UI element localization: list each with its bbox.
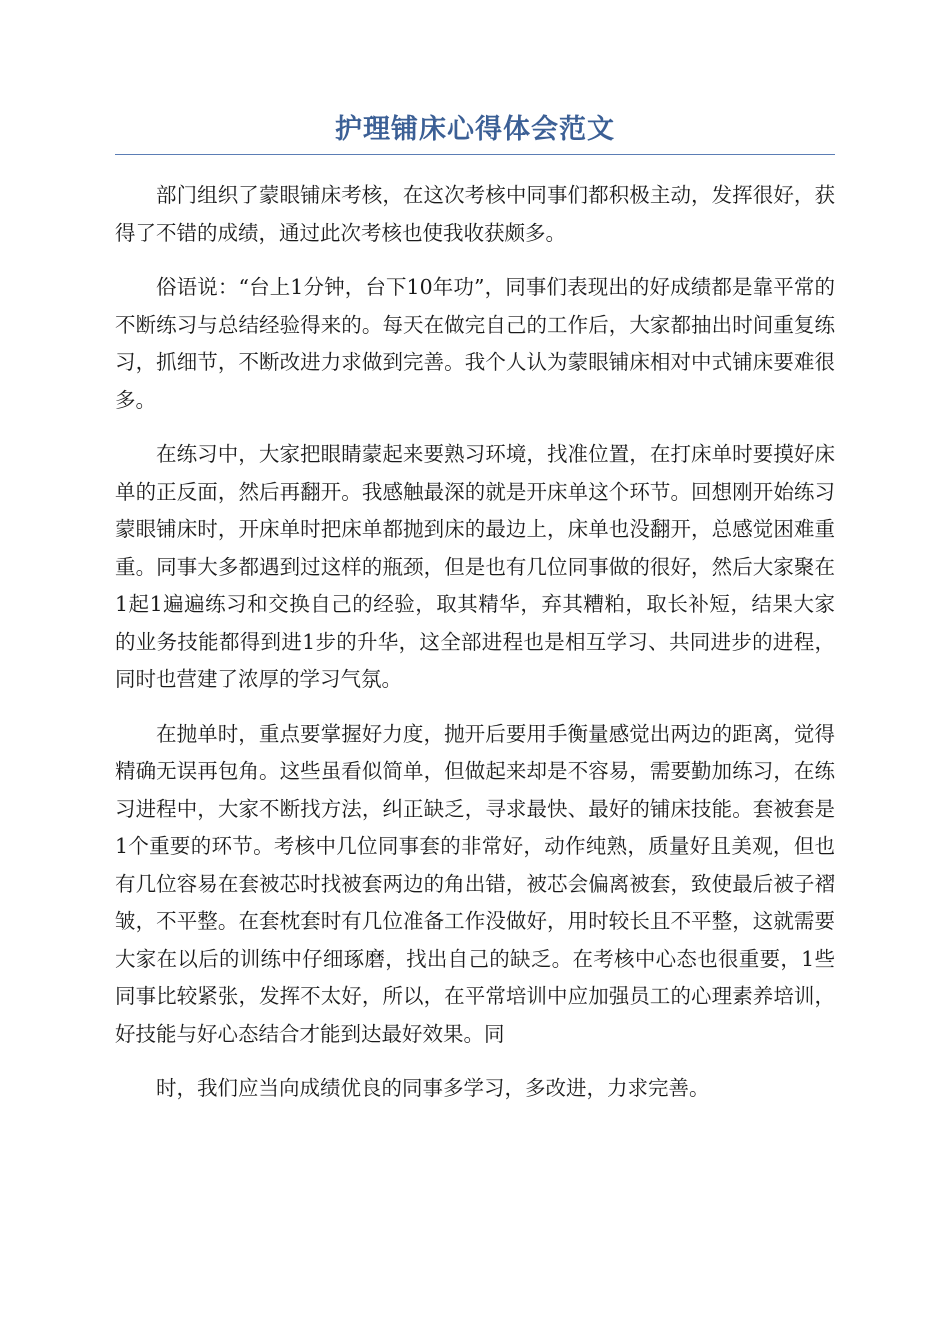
document-title: 护理铺床心得体会范文 (115, 110, 835, 155)
paragraph-5: 时，我们应当向成绩优良的同事多学习，多改进，力求完善。 (156, 1076, 710, 1100)
document-page (115, 110, 835, 1125)
paragraph-2: 俗语说：“台上1分钟，台下10年功”，同事们表现出的好成绩都是靠平常的不断练习与总结经验得来的。每天在做完自己的工作后，大家都抽出时间重复练习，抓细节，不断改进力求做到完善。我个人认为蒙眼铺床相对中式铺床要难很多。 (115, 275, 835, 412)
paragraph-1: 部门组织了蒙眼铺床考核，在这次考核中同事们都积极主动，发挥很好，获得了不错的成绩，通过此次考核也使我收获颇多。 (115, 183, 835, 245)
paragraph-3: 在练习中，大家把眼睛蒙起来要熟习环境，找准位置，在打床单时要摸好床单的正反面，然后再翻开。我感触最深的就是开床单这个环节。回想刚开始练习蒙眼铺床时，开床单时把床单都抛到床的最边上，床单也没翻开，总感觉困难重重。同事大多都遇到过这样的瓶颈，但是也有几位同事做的很好，然后大家聚在1起1遍遍练习和交换自己的经验，取其精华，弃其糟粕，取长补短，结果大家的业务技能都得到进1步的升华，这全部进程也是相互学习、共同进步的进程，同时也营建了浓厚的学习气氛。 (115, 442, 835, 691)
document-body (115, 177, 835, 1108)
paragraph-4: 在抛单时，重点要掌握好力度，抛开后要用手衡量感觉出两边的距离，觉得精确无误再包角。这些虽看似简单，但做起来却是不容易，需要勤加练习，在练习进程中，大家不断找方法，纠正缺乏，寻求最快、最好的铺床技能。套被套是1个重要的环节。考核中几位同事套的非常好，动作纯熟，质量好且美观，但也有几位容易在套被芯时找被套两边的角出错，被芯会偏离被套，致使最后被子褶皱，不平整。在套枕套时有几位准备工作没做好，用时较长且不平整，这就需要大家在以后的训练中仔细琢磨，找出自己的缺乏。在考核中心态也很重要，1些同事比较紧张，发挥不太好，所以，在平常培训中应加强员工的心理素养培训，好技能与好心态结合才能到达最好效果。同 (115, 721, 835, 1046)
